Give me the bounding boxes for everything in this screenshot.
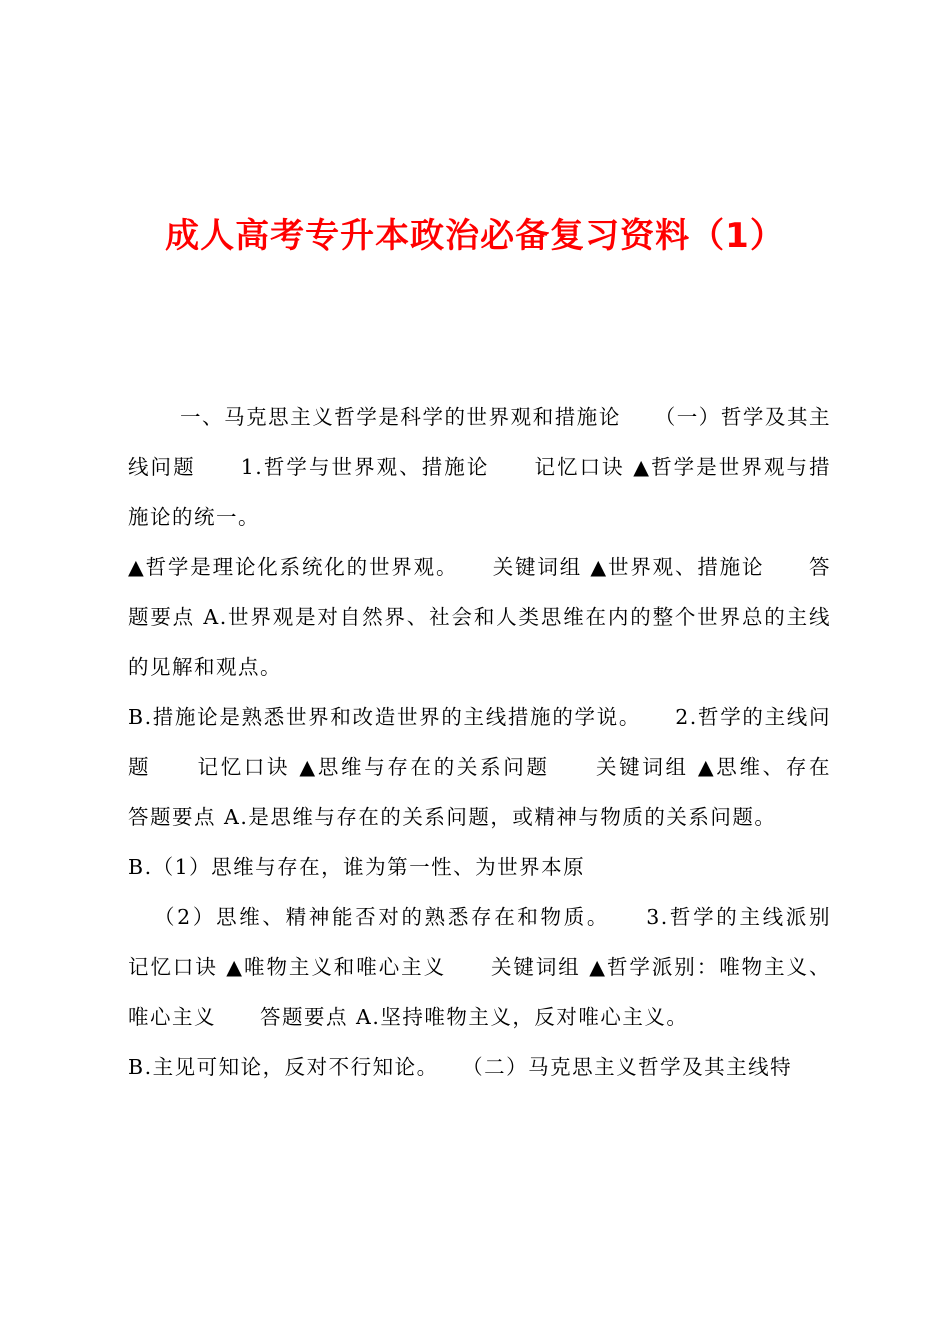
- body-paragraph-3: B.措施论是熟悉世界和改造世界的主线措施的学说。 2.哲学的主线问题 记忆口诀 ▲思维与存在的关系问题 关键词组 ▲思维、存在 答题要点 A.是思维与存在的关系问题，或精神与物质的关系问题。: [128, 705, 875, 829]
- document-body: [128, 392, 875, 1092]
- body-paragraph-5: （2）思维、精神能否对的熟悉存在和物质。 3.哲学的主线派别 记忆口诀 ▲唯物主义和唯心主义 关键词组 ▲哲学派别：唯物主义、唯心主义 答题要点 A.坚持唯物主义，反对唯心主义。: [128, 905, 875, 1029]
- body-paragraph-1: 一、马克思主义哲学是科学的世界观和措施论 （一）哲学及其主线问题 1.哲学与世界观、措施论 记忆口诀 ▲哲学是世界观与措施论的统一。: [128, 405, 831, 529]
- body-paragraph-6: B.主见可知论，反对不行知论。 （二）马克思主义哲学及其主线特: [128, 1055, 793, 1079]
- body-paragraph-4: B.（1）思维与存在，谁为第一性、为世界本原: [128, 855, 586, 879]
- document-title: 成人高考专升本政治必备复习资料（1）: [165, 216, 785, 256]
- body-paragraph-2: ▲哲学是理论化系统化的世界观。 关键词组 ▲世界观、措施论 答题要点 A.世界观是对自然界、社会和人类思维在内的整个世界总的主线的见解和观点。: [128, 555, 831, 679]
